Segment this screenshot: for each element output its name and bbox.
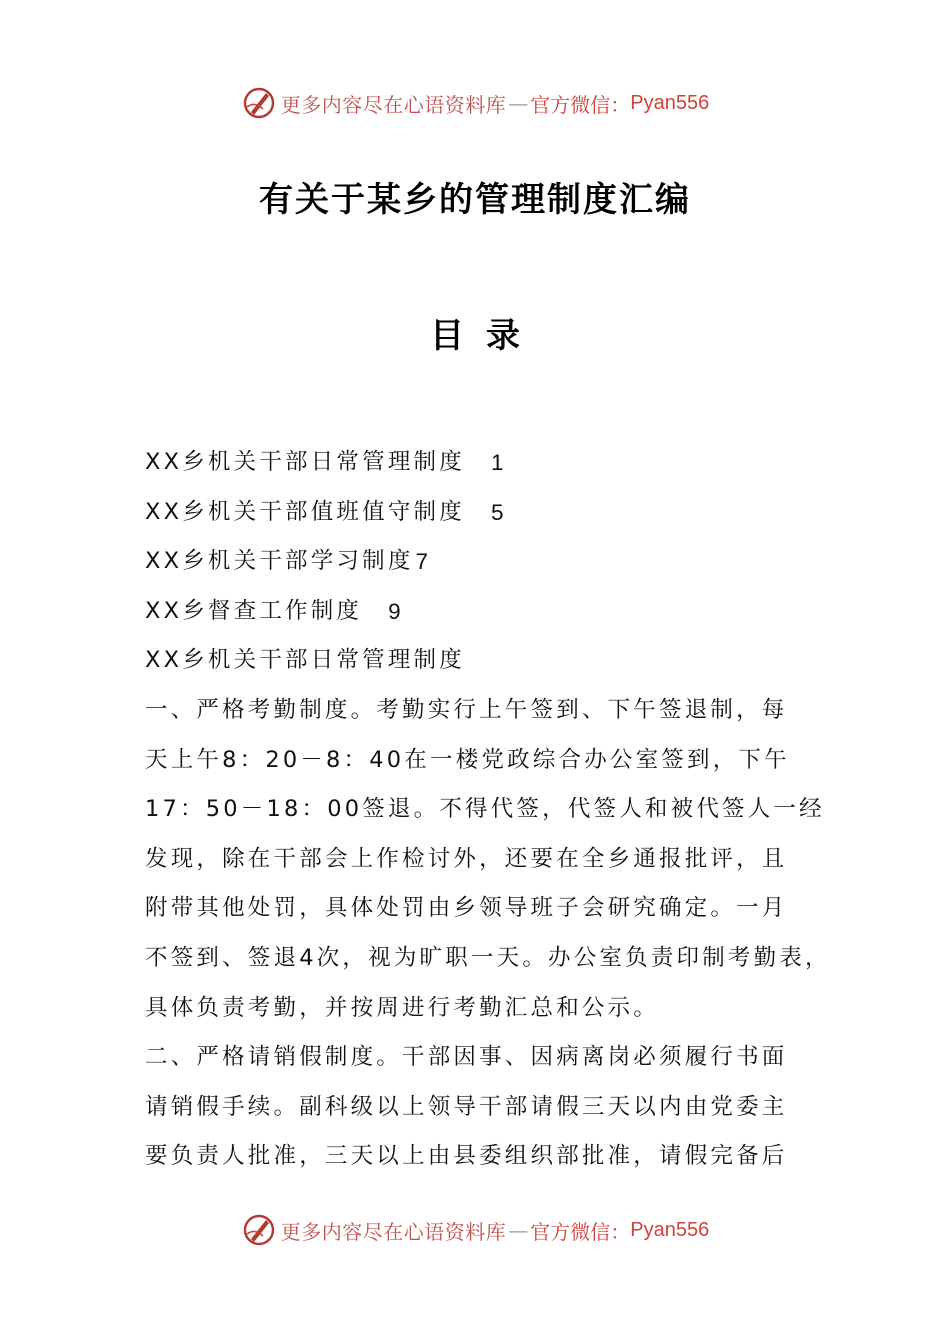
footer-watermark-banner: [0, 1210, 950, 1250]
paragraph-attendance: [145, 686, 831, 1033]
toc-entry-page: 5: [490, 499, 504, 525]
banner-wechat-id: Pyan556: [630, 1218, 710, 1241]
banner-separator: —: [508, 91, 529, 115]
toc-entry-page: 1: [490, 450, 504, 475]
toc-entry: [145, 537, 825, 587]
paragraph-line: 不签到、签退4次，视为旷职一天。办公室负责印制考勤表，: [145, 944, 831, 971]
section-title: XX乡机关干部日常管理制度: [145, 647, 465, 674]
banner-separator: —: [508, 1218, 529, 1242]
toc-entry-label: XX乡督查工作制度: [145, 597, 363, 624]
pen-circle-logo-icon: [241, 1212, 277, 1248]
document-body: [145, 438, 831, 1182]
toc-entry-page: 7: [415, 549, 429, 575]
toc-entry-label: XX乡机关干部值班值守制度: [145, 498, 465, 525]
paragraph-line: 天上午8：20－8：40在一楼党政综合办公室签到，下午: [145, 746, 790, 773]
banner-wechat-id: Pyan556: [630, 91, 710, 114]
paragraph-line: 二、严格请销假制度。干部因事、因病离岗必须履行书面: [145, 1044, 788, 1071]
paragraph-line: 发现，除在干部会上作检讨外，还要在全乡通报批评，且: [145, 845, 788, 872]
header-watermark-banner: [0, 83, 950, 123]
toc-entry: [145, 488, 825, 538]
toc-entry-label: XX乡机关干部日常管理制度: [145, 449, 465, 475]
paragraph-line: 请销假手续。副科级以上领导干部请假三天以内由党委主: [145, 1093, 788, 1120]
toc-entry: [145, 587, 825, 637]
paragraph-leave: [145, 1033, 825, 1182]
toc-entry-page: 9: [388, 598, 401, 624]
paragraph-line: 具体负责考勤，并按周进行考勤汇总和公示。: [145, 994, 660, 1021]
banner-text: 更多内容尽在心语资料库: [280, 92, 507, 117]
document-title: 有关于某乡的管理制度汇编: [259, 180, 691, 220]
paragraph-line: 附带其他处罚，具体处罚由乡领导班子会研究确定。一月: [145, 895, 788, 922]
paragraph-line: 一、严格考勤制度。考勤实行上午签到、下午签退制，每: [145, 696, 788, 723]
banner-wechat-label: 官方微信：: [530, 92, 631, 117]
banner-text: 更多内容尽在心语资料库: [280, 1219, 507, 1244]
paragraph-line: 要负责人批准，三天以上由县委组织部批准，请假完备后: [145, 1143, 788, 1170]
pen-circle-logo-icon: [241, 85, 277, 121]
toc-entry: [145, 438, 825, 488]
banner-wechat-label: 官方微信：: [530, 1219, 631, 1244]
paragraph-line: 17：50－18：00签退。不得代签，代签人和被代签人一经: [145, 796, 825, 823]
toc-entry-label: XX乡机关干部学习制度: [145, 548, 414, 575]
toc-heading: 目录: [430, 316, 542, 356]
